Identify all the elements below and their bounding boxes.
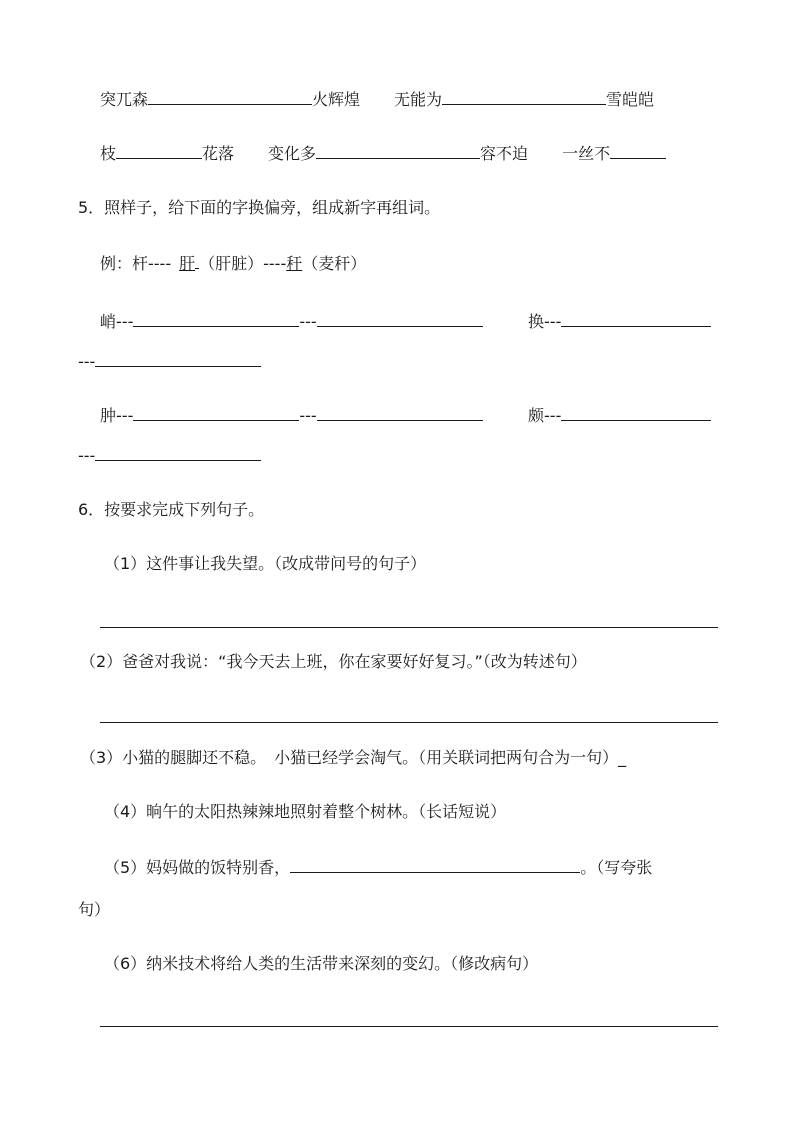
- radical-row-2b: 颇---: [528, 404, 711, 426]
- fill-blank[interactable]: [95, 444, 261, 461]
- idiom-row-2: [100, 142, 666, 164]
- question-6-item-6: （6）纳米技术将给人类的生活带来深刻的变幻。（修改病句）: [104, 954, 539, 973]
- fill-blank[interactable]: [133, 404, 299, 421]
- example-line: 例：杆---- 肝 （肝脏）----秆（麦秆）: [100, 254, 367, 273]
- radical-char: 换: [528, 312, 545, 331]
- idiom-text: 一丝不: [562, 144, 611, 163]
- radical-row-1c: ---: [78, 350, 261, 372]
- example-answer: 秆: [286, 254, 303, 273]
- radical-char: 肿: [100, 406, 117, 425]
- fill-blank[interactable]: [561, 404, 711, 421]
- idiom-row-1: [100, 88, 654, 110]
- idiom-text: 无能为: [394, 90, 443, 109]
- example-answer: 肝: [179, 254, 196, 273]
- question-6-item-2: （2）爸爸对我说：“我今天去上班，你在家要好好复习。”（改为转述句）: [80, 652, 587, 671]
- question-6-item-5-cont: 句）: [78, 900, 111, 919]
- question-6-title: 6．按要求完成下列句子。: [78, 500, 265, 519]
- fill-blank[interactable]: [95, 350, 261, 367]
- question-6-item-5: （5）妈妈做的饭特别香， 。（写夸张: [104, 858, 653, 877]
- idiom-text: 雪皑皑: [606, 90, 655, 109]
- idiom-text: 容不迫: [480, 144, 529, 163]
- idiom-text: 火辉煌: [312, 90, 361, 109]
- radical-row-2c: ---: [78, 444, 261, 466]
- radical-char: 峭: [100, 312, 117, 331]
- radical-char: 颇: [528, 406, 545, 425]
- question-5-title: 5．照样子，给下面的字换偏旁，组成新字再组词。: [78, 198, 441, 217]
- fill-blank[interactable]: [561, 310, 711, 327]
- fill-blank[interactable]: [148, 88, 312, 105]
- question-6-item-4: （4）晌午的太阳热辣辣地照射着整个树林。（长话短说）: [104, 802, 507, 821]
- question-6-item-3: （3）小猫的腿脚还不稳。 小猫已经学会淘气。（用关联词把两句合为一句）_: [80, 748, 627, 767]
- question-6-item-1: （1）这件事让我失望。（改成带问号的句子）: [104, 554, 427, 573]
- fill-blank[interactable]: [116, 142, 202, 159]
- fill-blank[interactable]: [316, 142, 480, 159]
- answer-line[interactable]: [100, 722, 718, 723]
- fill-blank[interactable]: [442, 88, 606, 105]
- fill-blank[interactable]: [133, 310, 299, 327]
- radical-row-2: 肿--- ---: [100, 404, 483, 426]
- radical-row-1b: 换---: [528, 310, 711, 332]
- idiom-text: 花落: [202, 144, 235, 163]
- fill-blank[interactable]: [317, 310, 483, 327]
- answer-line[interactable]: [100, 627, 718, 628]
- fill-blank[interactable]: [317, 404, 483, 421]
- radical-row-1: 峭--- ---: [100, 310, 483, 332]
- idiom-text: 突兀森: [100, 90, 149, 109]
- idiom-text: 变化多: [268, 144, 317, 163]
- idiom-text: 枝: [100, 144, 117, 163]
- answer-line[interactable]: [100, 1026, 718, 1027]
- fill-blank[interactable]: [290, 856, 580, 873]
- fill-blank[interactable]: [610, 142, 666, 159]
